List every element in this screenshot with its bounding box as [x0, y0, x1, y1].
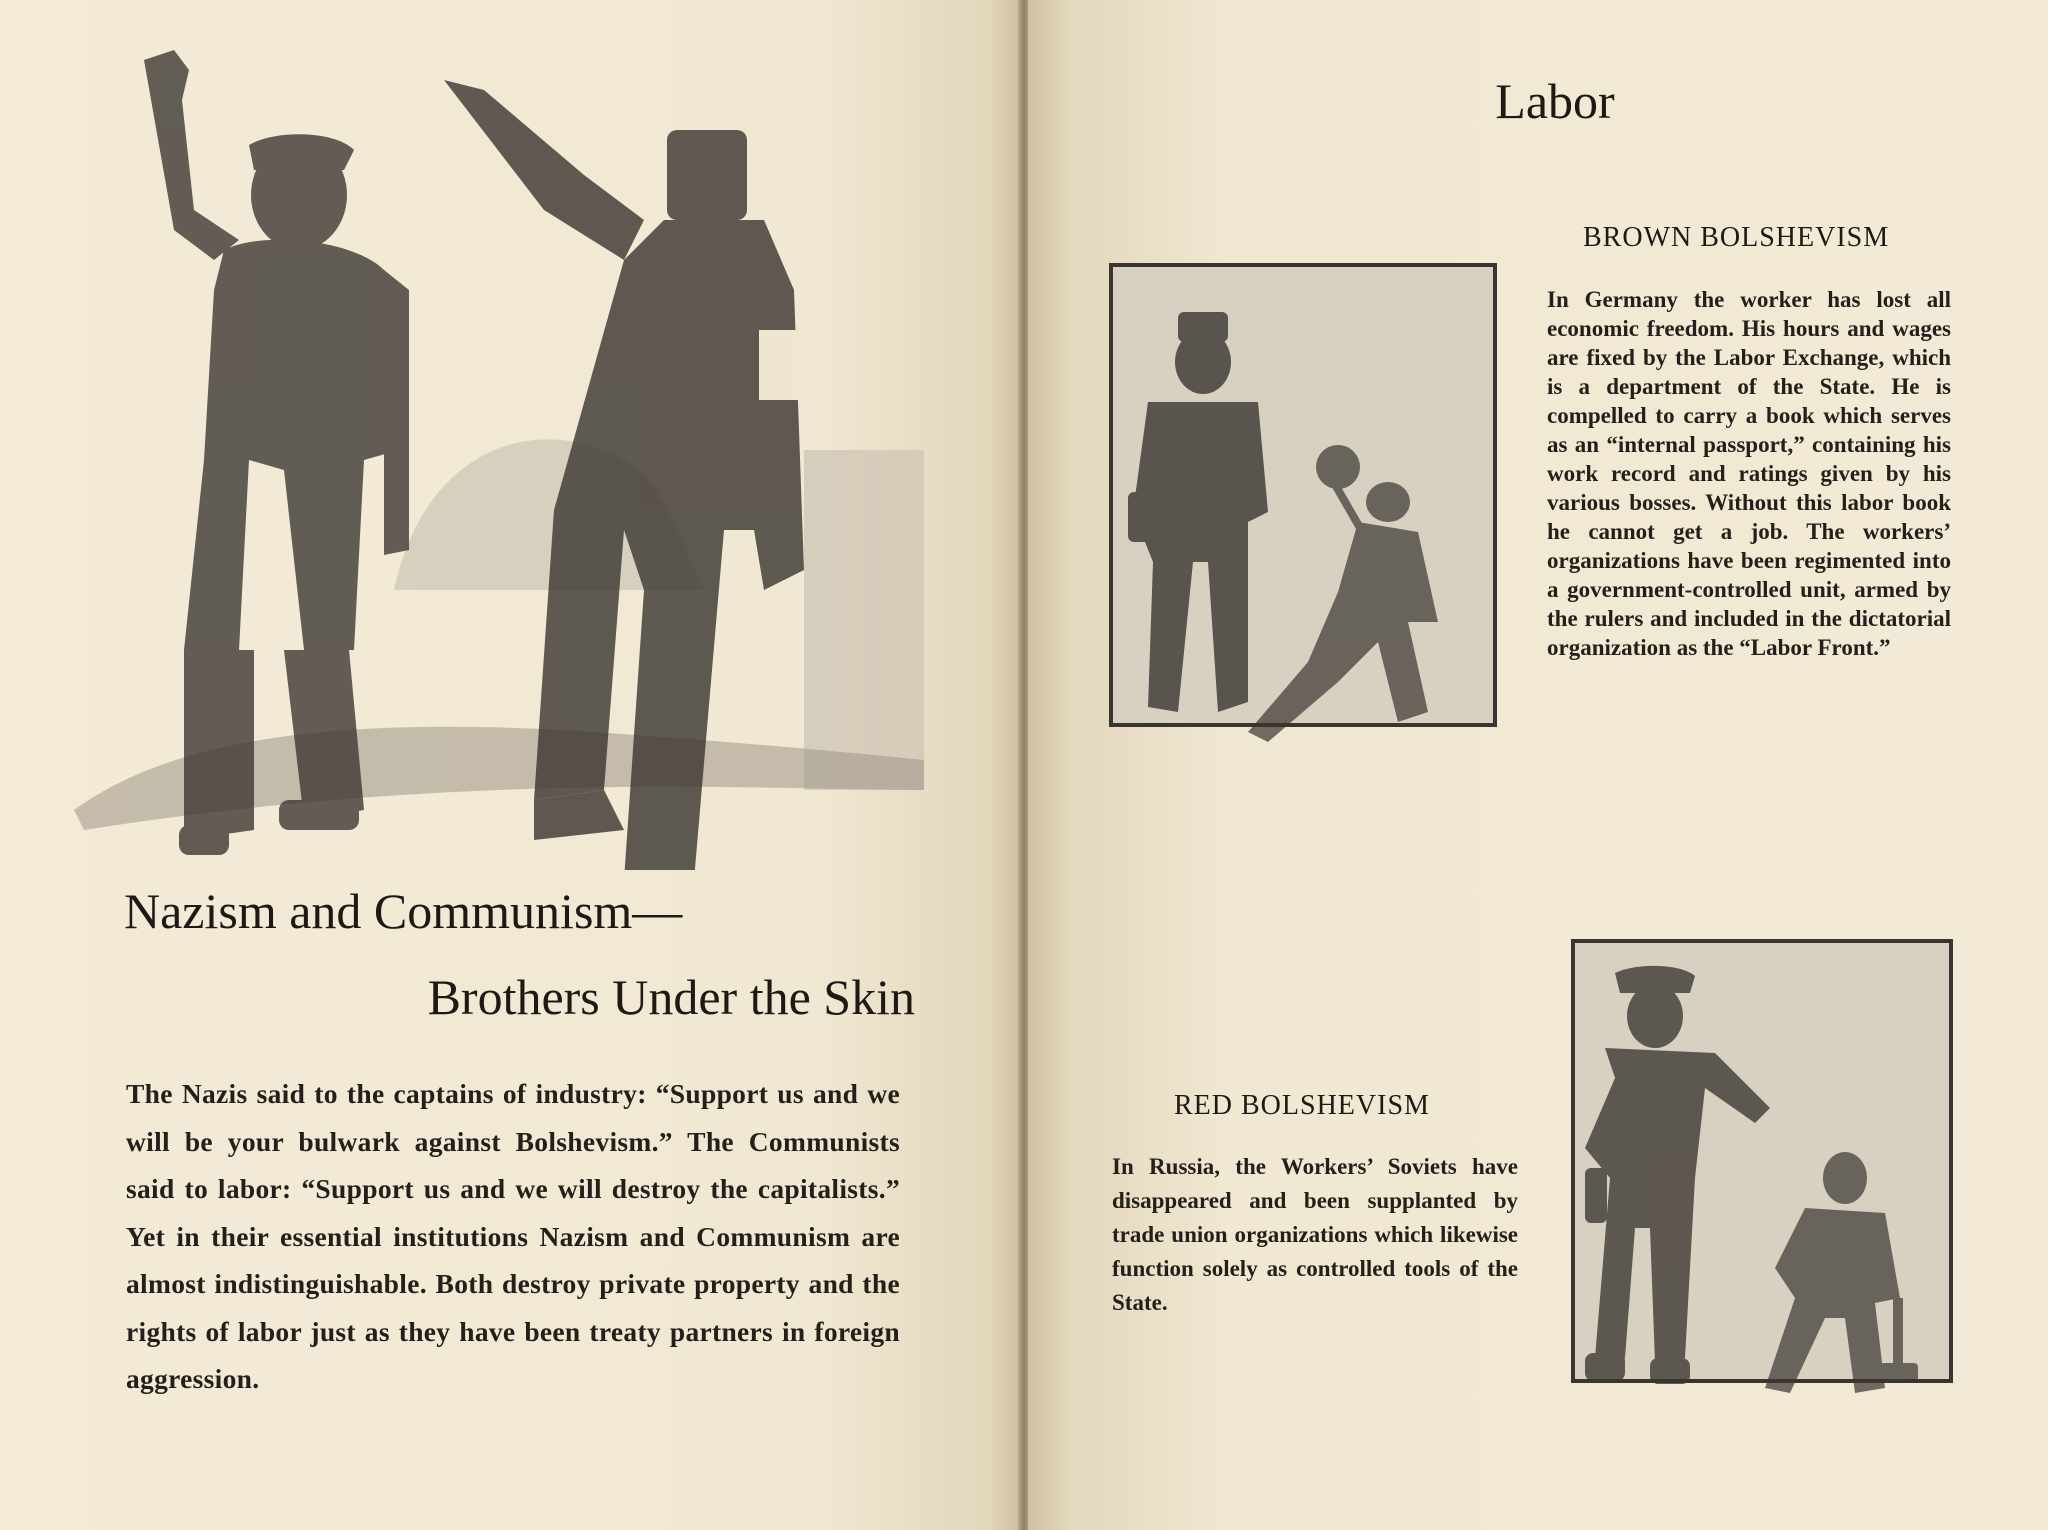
brown-bolshevism-heading: BROWN BOLSHEVISM	[1583, 222, 1890, 253]
headline-line-1: Nazism and Communism—	[124, 883, 683, 939]
red-bolshevism-illustration	[1555, 938, 1955, 1428]
page-title: Labor	[1495, 73, 1615, 129]
brown-bolshevism-paragraph: In Germany the worker has lost all economic freedom. His hours and wages are fixed by the Labor Exchange, which is a department of the State. He is compelled to carry a book which serves as an “internal passport,” containing his work record and ratings given by his various bosses. Without this labor book he cannot get a job. The workers’ organizations have been regimented into a government-controlled unit, armed by the rulers and included in the dictatorial organization as the “Labor Front.”	[1547, 287, 1951, 660]
left-body-paragraph: The Nazis said to the captains of industry: “Support us and we will be your bulwark against Bolshevism.” The Communists said to labor: “Support us and we will destroy the capitalists.” Yet in their essential institutions Nazism and Communism are almost indistinguishable. Both destroy private property and the rights of labor just as they have been treaty partners in foreign aggression.	[126, 1078, 900, 1394]
red-bolshevism-heading: RED BOLSHEVISM	[1174, 1090, 1430, 1121]
brown-bolshevism-illustration	[1108, 262, 1498, 772]
headline-line-2: Brothers Under the Skin	[427, 969, 915, 1025]
red-bolshevism-paragraph: In Russia, the Workers’ Soviets have disappeared and been supplanted by trade union organizations which likewise function solely as controlled tools of the State.	[1112, 1154, 1518, 1315]
saluting-soldiers-illustration	[64, 30, 934, 870]
